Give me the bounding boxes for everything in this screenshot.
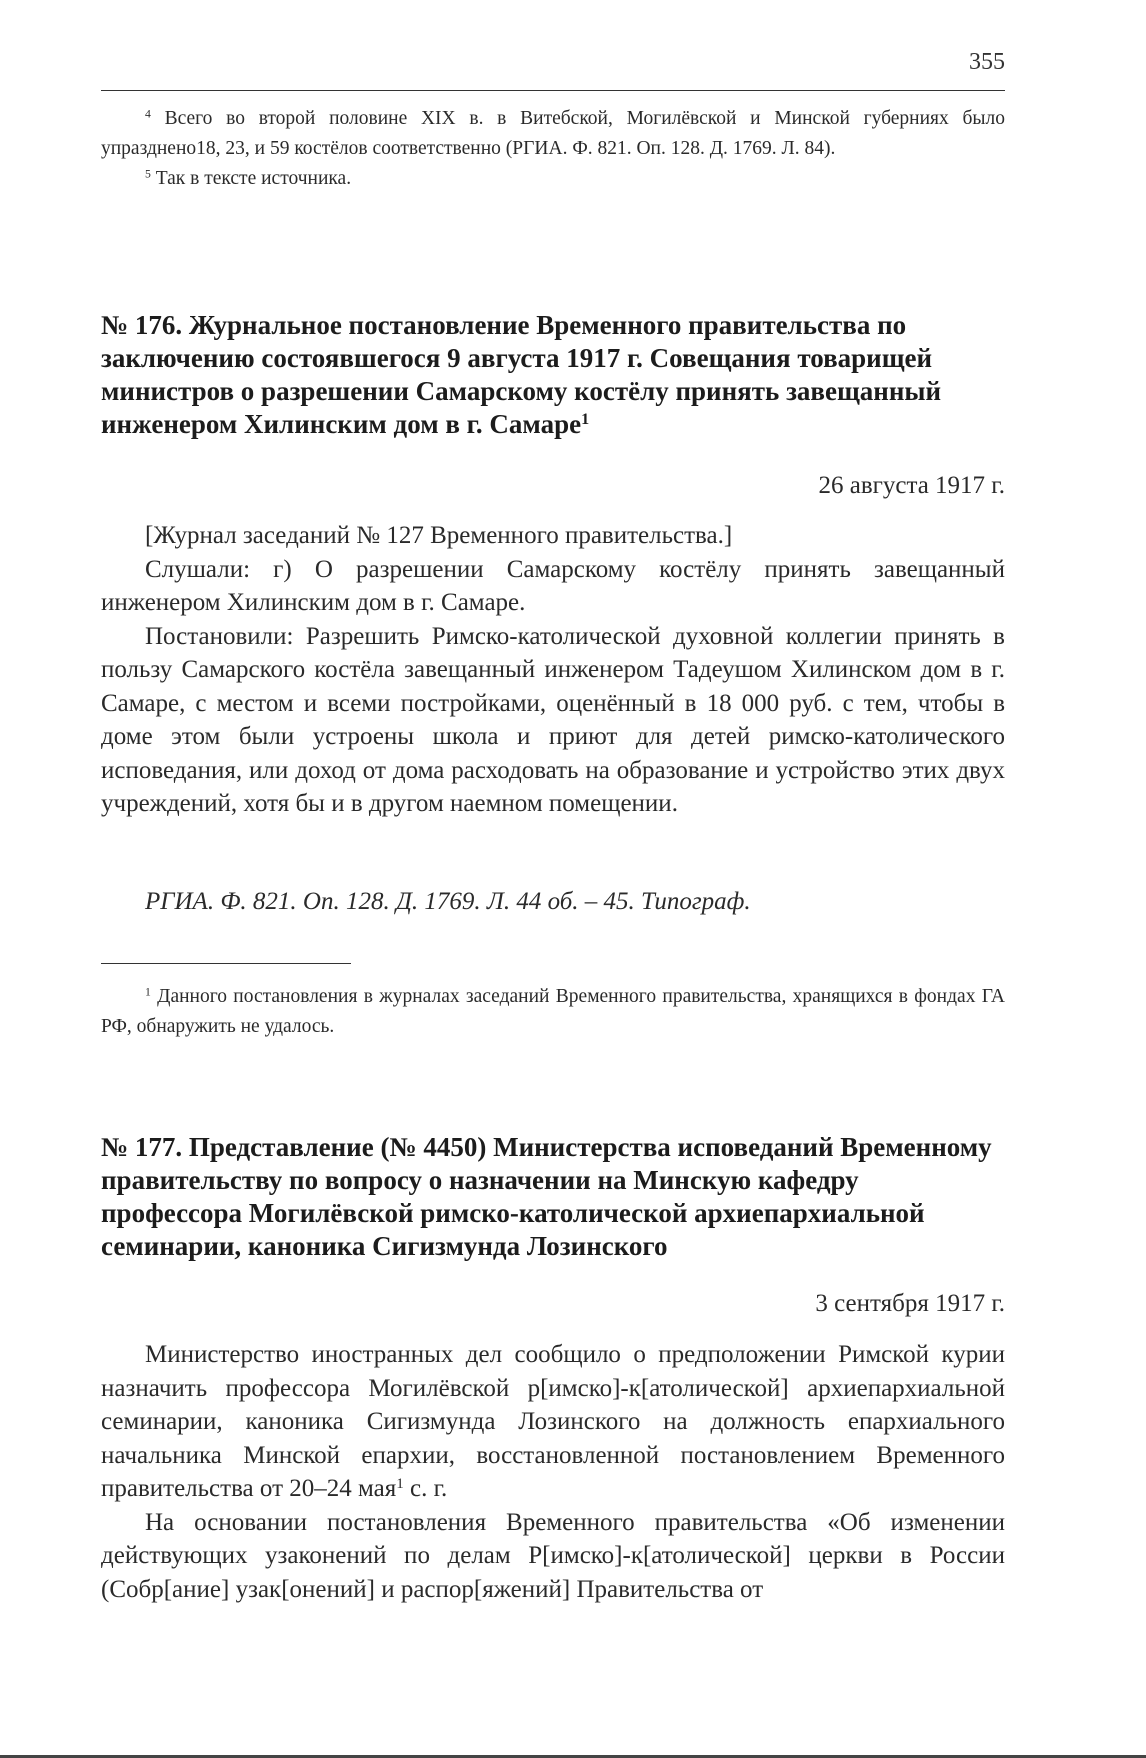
archival-source: РГИА. Ф. 821. Оп. 128. Д. 1769. Л. 44 об. – 45. Типограф. [145, 888, 751, 915]
footnote-rule [101, 963, 351, 964]
doc-177-heading [101, 1131, 1005, 1263]
doc-176-body [101, 519, 1005, 821]
doc-177-date: 3 сентября 1917 г. [815, 1290, 1005, 1317]
doc-176-date-row [101, 471, 1005, 501]
top-footnotes [101, 104, 1005, 194]
doc-176-title: № 176. Журнальное постановление Временного правительства по заключению состоявшегося 9 августа 1917 г. Совещания товарищей министров о разрешении Самарскому костёлу принять завещанный инженером Хилинским дом в г. Самаре$^1$ [101, 310, 942, 439]
doc-177-title: № 177. Представление (№ 4450) Министерства исповеданий Временному правительству по вопросу о назначении на Минскую кафедру профессора Могилёвской римско-католической архиепархиальной семинарии, каноника Сигизмунда Лозинского [101, 1132, 992, 1261]
footnote-ref: 1 [581, 410, 590, 429]
paragraph: [Журнал заседаний № 127 Временного правительства.] [145, 522, 733, 549]
paragraph: Министерство иностранных дел сообщило о предположении Римской курии назначить профессора Могилёвской р[имско]-к[атолической] архиепархиальной семинарии, каноника Сигизмунда Лозинского на должность епархиального начальника Минской епархии, восстановленной постановлением Временного правительства от 20–24 мая$^1$ с. г. [101, 1341, 1005, 1502]
footnote-1: $^1$ Данного постановления в журналах заседаний Временного правительства, хранящихся в фондах ГА РФ, обнаружить не удалось. [101, 985, 1005, 1037]
paragraph: Слушали: г) О разрешении Самарскому костёлу принять завещанный инженером Хилинским дом в г. Самаре. [101, 555, 1005, 616]
doc-176-date: 26 августа 1917 г. [818, 472, 1005, 499]
doc-176-source-row [101, 887, 1005, 917]
footnote-4: $^4$ Всего во второй половине XIX в. в Витебской, Могилёвской и Минской губерниях было упразднено18, 23, и 59 костёлов соответственно (РГИА. Ф. 821. Оп. 128. Д. 1769. Л. 84). [101, 107, 1005, 159]
doc-177-body [101, 1338, 1005, 1606]
footnote-mark: 4 [145, 107, 151, 121]
paragraph: На основании постановления Временного правительства «Об изменении действующих узаконений по делам Р[имско]-к[атолической] церкви в России (Собр[ание] узак[онений] и распор[яжений] Правительства от [101, 1508, 1005, 1603]
footnote-ref: 1 [396, 1475, 404, 1492]
page-number: 355 [969, 49, 1005, 75]
header-rule [101, 90, 1005, 91]
paragraph: Постановили: Разрешить Римско-католической духовной коллегии принять в пользу Самарского костёла завещанный инженером Тадеушом Хилинском дом в г. Самаре, с местом и всеми постройками, оценённый в 18 000 руб. с тем, чтобы в доме этом были устроены школа и приют для детей римско-католического исповедания, или доход от дома расходовать на образование и устройство этих двух учреждений, хотя бы и в другом наемном помещении. [101, 622, 1005, 817]
doc-176-heading [101, 309, 1005, 441]
footnote-mark: 5 [145, 167, 151, 181]
footnote-mark: 1 [145, 985, 151, 999]
doc-176-footnotes [101, 963, 1005, 1042]
doc-177-date-row [101, 1289, 1005, 1319]
footnote-5: $^5$ Так в тексте источника. [145, 167, 352, 189]
